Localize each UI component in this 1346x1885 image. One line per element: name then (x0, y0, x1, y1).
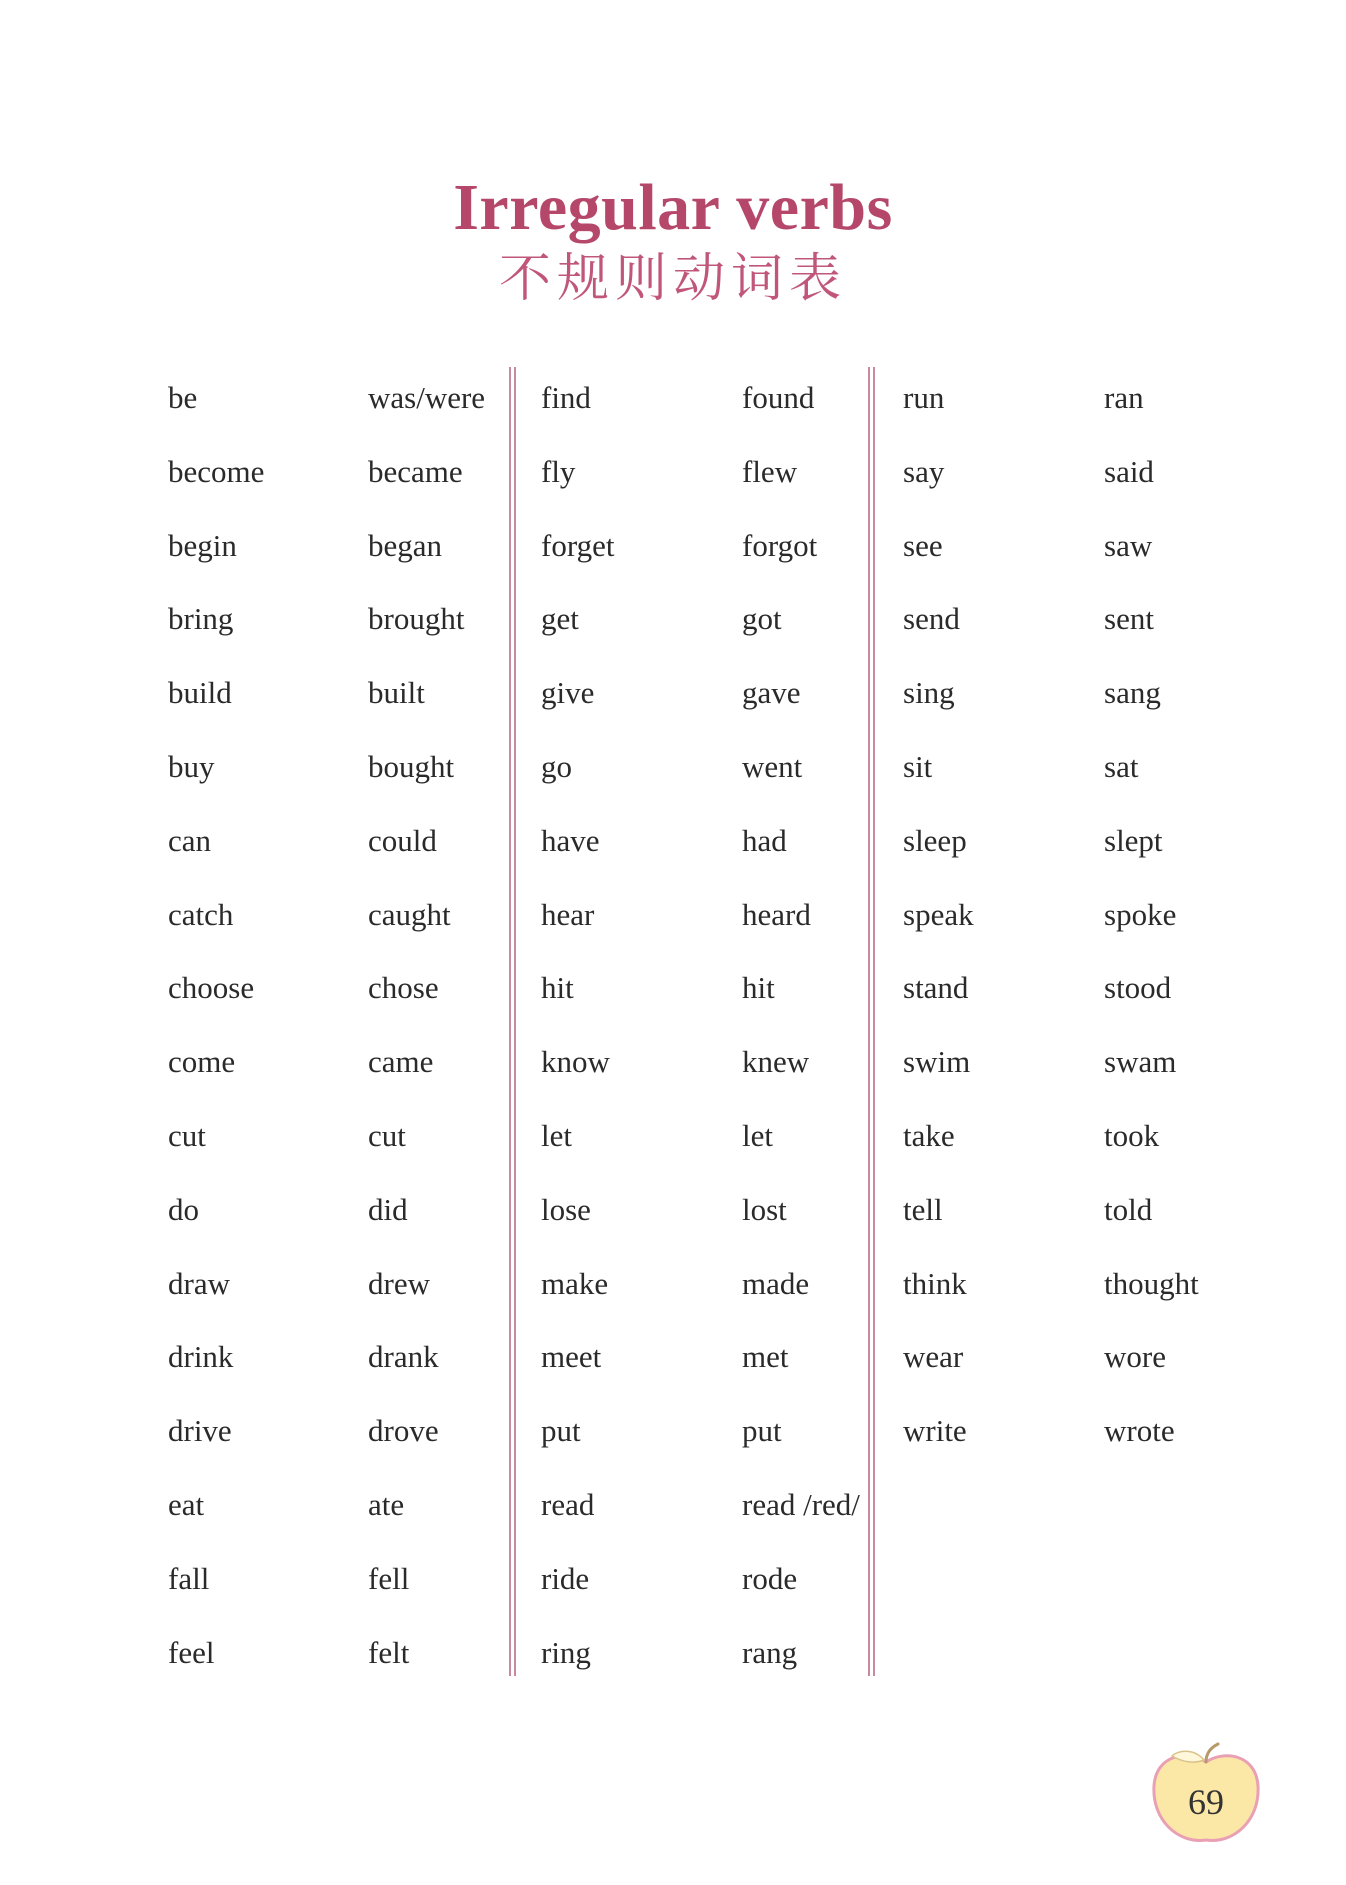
verb-past-form: ate (368, 1487, 405, 1522)
verb-base-form: tell (903, 1191, 943, 1227)
verb-past-form: began (368, 527, 443, 563)
verb-base-form: choose (168, 970, 255, 1006)
verb-past-form: caught (368, 896, 451, 932)
verb-past-form: knew (742, 1044, 810, 1080)
verb-past-form: took (1104, 1118, 1160, 1153)
verb-past-form: made (742, 1265, 810, 1301)
verb-past-form: said (1104, 453, 1154, 489)
verb-base-form: think (903, 1265, 967, 1301)
verb-base-form: wear (903, 1339, 964, 1375)
verb-base-form: drive (168, 1413, 232, 1449)
verb-past-form: saw (1104, 527, 1153, 563)
verb-base-form: speak (903, 896, 974, 932)
verb-past-form: ran (1104, 380, 1144, 415)
verb-base-form: get (541, 601, 579, 637)
verb-past-form: got (742, 601, 782, 637)
verb-past-form: cut (368, 1118, 406, 1153)
verb-base-form: go (541, 749, 572, 784)
verb-base-form: take (903, 1118, 955, 1153)
verb-base-form: draw (168, 1265, 230, 1301)
verb-base-form: say (903, 453, 945, 489)
verb-past-form: came (368, 1044, 434, 1080)
verb-past-form: told (1104, 1191, 1153, 1227)
verb-base-form: sing (903, 675, 955, 711)
verb-past-form: swam (1104, 1044, 1177, 1080)
verb-base-form: can (168, 822, 212, 858)
verb-base-form: come (168, 1044, 236, 1080)
divider-line (509, 367, 511, 1676)
verb-base-form: ride (541, 1560, 590, 1596)
divider-line (868, 367, 870, 1676)
verb-past-form: heard (742, 896, 811, 932)
verb-past-form: bought (368, 749, 455, 784)
verb-base-form: do (168, 1191, 199, 1227)
verb-base-form: buy (168, 749, 215, 784)
verb-past-form: let (742, 1118, 773, 1153)
verb-base-form: meet (541, 1339, 602, 1375)
verb-past-form: sent (1104, 601, 1154, 637)
verb-base-form: bring (168, 601, 234, 637)
verb-base-form: have (541, 822, 600, 858)
verb-base-form: sleep (903, 822, 967, 858)
verb-past-form: rode (742, 1560, 798, 1596)
verb-base-form: drink (168, 1339, 234, 1375)
verb-past-form: did (368, 1191, 408, 1227)
verb-past-form: gave (742, 675, 801, 711)
verb-base-form: catch (168, 896, 234, 932)
verb-past-form: found (742, 380, 815, 415)
page-number-badge (1148, 1740, 1264, 1848)
verb-past-form: thought (1104, 1265, 1199, 1301)
verb-base-form: forget (541, 527, 615, 563)
page-subtitle: 不规则动词表 (498, 249, 847, 309)
verb-past-form: hit (742, 970, 775, 1006)
verb-past-form: drove (368, 1413, 439, 1449)
verb-past-form: built (368, 675, 425, 711)
verb-past-form: went (742, 749, 803, 784)
verb-past-form: sang (1104, 675, 1161, 711)
verb-past-form: wrote (1104, 1413, 1175, 1449)
column-divider-2 (868, 367, 875, 1676)
verb-base-form: begin (168, 527, 237, 563)
verb-base-form: give (541, 675, 595, 711)
verb-base-form: become (168, 453, 265, 489)
verb-past-form: flew (742, 453, 798, 489)
verb-base-form: see (903, 527, 943, 563)
verb-base-form: run (903, 380, 945, 415)
verb-base-form: fly (541, 453, 576, 489)
divider-line (514, 367, 516, 1676)
verb-past-form: read /red/ (742, 1487, 860, 1522)
verb-past-form: drew (368, 1265, 430, 1301)
divider-line (873, 367, 875, 1676)
verb-past-form: chose (368, 970, 439, 1006)
verb-past-form: wore (1104, 1339, 1166, 1375)
verb-base-form: hear (541, 896, 595, 932)
verb-base-form: know (541, 1044, 610, 1080)
verb-base-form: stand (903, 970, 969, 1006)
verb-past-form: rang (742, 1634, 798, 1670)
verb-base-form: build (168, 675, 232, 711)
verb-base-form: be (168, 380, 198, 415)
verb-base-form: fall (168, 1560, 210, 1596)
page-title: Irregular verbs (453, 171, 893, 244)
verb-base-form: cut (168, 1118, 206, 1153)
verb-base-form: write (903, 1413, 967, 1449)
verb-past-form: became (368, 453, 463, 489)
verb-base-form: sit (903, 749, 933, 784)
verb-base-form: eat (168, 1487, 205, 1522)
verb-past-form: felt (368, 1634, 410, 1670)
verb-past-form: put (742, 1413, 782, 1449)
verb-past-form: forgot (742, 527, 818, 563)
verb-past-form: drank (368, 1339, 439, 1375)
verb-base-form: read (541, 1487, 595, 1522)
verb-past-form: could (368, 822, 437, 858)
verb-past-form: had (742, 822, 787, 858)
verb-past-form: was/were (368, 380, 486, 415)
verb-base-form: send (903, 601, 960, 637)
verb-base-form: ring (541, 1634, 591, 1670)
page-number: 69 (1188, 1782, 1224, 1822)
verb-base-form: swim (903, 1044, 971, 1080)
verb-base-form: let (541, 1118, 572, 1153)
verb-base-form: find (541, 380, 591, 415)
verb-past-form: sat (1104, 749, 1139, 784)
verb-base-form: lose (541, 1191, 591, 1227)
verb-past-form: slept (1104, 822, 1163, 858)
verb-past-form: lost (742, 1191, 787, 1227)
verb-base-form: put (541, 1413, 581, 1449)
verb-past-form: stood (1104, 970, 1172, 1006)
verb-past-form: spoke (1104, 896, 1177, 932)
verb-base-form: hit (541, 970, 574, 1006)
verb-base-form: feel (168, 1634, 215, 1670)
verb-past-form: brought (368, 601, 465, 637)
verb-base-form: make (541, 1265, 609, 1301)
verb-past-form: met (742, 1339, 789, 1375)
column-divider-1 (509, 367, 516, 1676)
verb-past-form: fell (368, 1560, 410, 1596)
